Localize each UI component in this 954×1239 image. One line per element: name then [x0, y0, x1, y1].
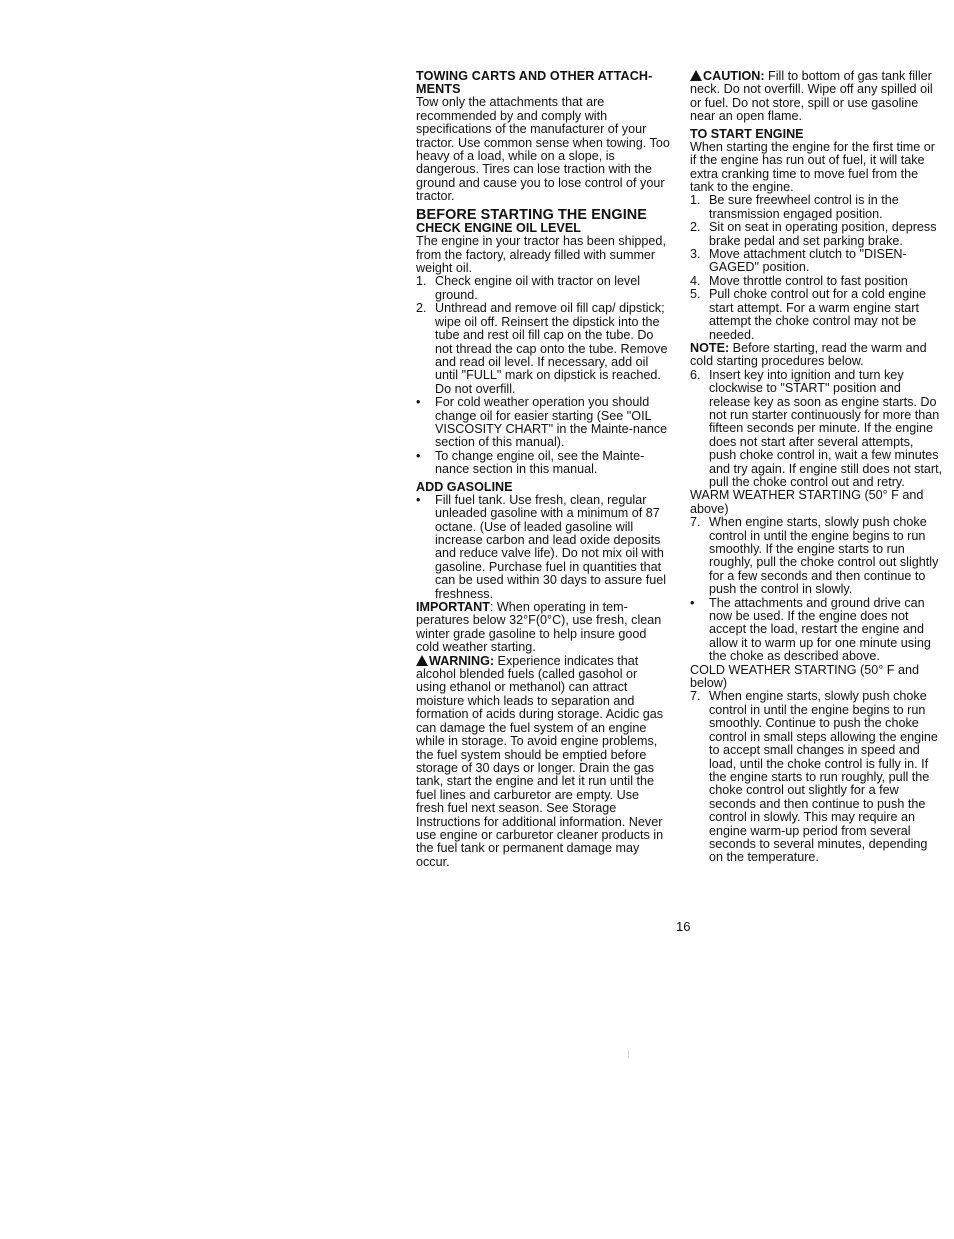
oil-bullet-cold	[416, 396, 670, 450]
start-step-5	[690, 288, 944, 342]
important-paragraph	[416, 601, 670, 655]
list-marker: 4.	[690, 273, 701, 288]
list-marker: 7.	[690, 515, 701, 530]
start-intro: When starting the engine for the first time or if the engine has run out of fuel, it will take extra cranking time to move fuel from the tank to the engine.	[690, 139, 935, 195]
start-engine-heading: TO START ENGINE	[690, 126, 804, 141]
check-oil-heading: CHECK ENGINE OIL LEVEL	[416, 221, 581, 236]
oil-intro: The engine in your tractor has been shipped, from the factory, already filled with summer weight oil.	[416, 234, 666, 276]
start-step-text: Sit on seat in operating position, depress brake pedal and set parking brake.	[709, 220, 937, 248]
scan-mark	[628, 1050, 629, 1058]
gas-bullet	[416, 494, 670, 601]
cold-step-text: When engine starts, slowly push choke control in until the engine begins to run smoothly. Continue to push the choke control in small steps allowing the engine to accept small changes in speed and load, until the choke control is fully in. If the engine starts to run roughly, pull the choke control out slightly for a few seconds and then continue to push the control in slowly. This may require an engine warm-up period from several seconds to several minutes, depending on the temperature.	[709, 689, 938, 865]
list-marker: 6.	[690, 367, 701, 382]
warm-step-7	[690, 516, 944, 596]
before-starting-heading: BEFORE STARTING THE ENGINE	[416, 206, 647, 223]
warm-bullet	[690, 597, 944, 664]
add-gasoline-heading: ADD GASOLINE	[416, 479, 513, 494]
note-text: Before starting, read the warm and cold starting procedures below.	[690, 340, 927, 369]
start-step-3	[690, 248, 944, 275]
list-marker: 7.	[690, 689, 701, 704]
warm-step-text: When engine starts, slowly push choke control in until the engine begins to run smoothly. If the engine starts to run roughly, pull the choke control out slightly for a few seconds and then continue to push the control in slowly.	[709, 515, 939, 597]
oil-step-text: Check engine oil with tractor on level ground.	[435, 274, 641, 302]
start-step-text: Be sure freewheel control is in the transmission engaged position.	[709, 193, 899, 221]
start-step-6	[690, 369, 944, 490]
warm-step-text: The attachments and ground drive can now be used. If the engine does not accept the load, restart the engine and allow it to warm up for one minute using the choke as described above.	[709, 595, 931, 664]
note-paragraph	[690, 342, 944, 369]
start-step-4	[690, 275, 944, 288]
start-step-1	[690, 194, 944, 221]
list-marker: 1.	[690, 193, 701, 208]
important-text: : When operating in tem-peratures below 32°F(0°C), use fresh, clean winter grade gasoline to help insure good cold weather starting.	[416, 600, 662, 655]
start-step-text: Insert key into ignition and turn key clockwise to "START" position and release key as soon as engine starts. Do not run starter continuously for more than fifteen seconds per minute. If the engine does not start after several attempts, push choke control in, wait a few minutes and try again. If engine still does not start, pull the choke control out and retry.	[709, 367, 943, 489]
left-column	[416, 70, 670, 869]
oil-step-text: For cold weather operation you should change oil for easier starting (See "OIL VISCOSITY CHART" in the Mainte-nance section of this manual).	[435, 395, 668, 450]
oil-step-text: To change engine oil, see the Mainte-nance section in this manual.	[435, 448, 645, 477]
caution-label: CAUTION:	[703, 69, 765, 83]
warning-label: WARNING:	[429, 653, 495, 668]
important-label: IMPORTANT	[416, 600, 490, 615]
towing-heading: TOWING CARTS AND OTHER ATTACH-MENTS	[416, 69, 653, 97]
oil-step-text: Unthread and remove oil fill cap/ dipstick; wipe oil off. Reinsert the dipstick into the tube and rest oil fill cap on the tube. Do not thread the cap onto the tube. Remove and read oil level. If necessary, add oil until "FULL" mark on dipstick is reached. Do not overfill.	[435, 301, 668, 396]
oil-step-2	[416, 302, 670, 396]
note-label: NOTE:	[690, 340, 730, 355]
oil-bullet-change	[416, 450, 670, 477]
start-step-text: Move attachment clutch to "DISEN-GAGED" position.	[709, 247, 907, 275]
list-marker: 2.	[416, 301, 427, 316]
gas-bullet-text: Fill fuel tank. Use fresh, clean, regular unleaded gasoline with a minimum of 87 octane. (Use of leaded gasoline will increase carbon and lead oxide deposits and reduce valve life). Do not mix oil with gasoline. Purchase fuel in quantities that can be used within 30 days to assure fuel freshness.	[435, 492, 667, 601]
list-marker: 5.	[690, 287, 701, 302]
cold-weather-heading: COLD WEATHER STARTING (50° F and below)	[690, 662, 919, 691]
oil-step-1	[416, 275, 670, 302]
start-step-text: Pull choke control out for a cold engine start attempt. For a warm engine start attempt the choke control may not be needed.	[709, 287, 927, 342]
caution-text: Fill to bottom of gas tank filler neck. Do not overfill. Wipe off any spilled oil or fuel. Do not store, spill or use gasoline near an open flame.	[690, 69, 933, 124]
list-marker: •	[690, 595, 695, 610]
warning-text: Experience indicates that alcohol blended fuels (called gasohol or using ethanol or methanol) can attract moisture which leads to separation and formation of acids during storage. Acidic gas can damage the fuel system of an engine while in storage. To avoid engine problems, the fuel system should be emptied before storage of 30 days or longer. Drain the gas tank, start the engine and let it run until the fuel lines and carburetor are empty. Use fresh fuel next season. See Storage Instructions for additional information. Never use engine or carburetor cleaner products in the fuel tank or permanent damage may occur.	[416, 653, 664, 869]
warning-paragraph	[416, 655, 670, 870]
towing-text: Tow only the attachments that are recommended by and comply with specifications of the manufacturer of your tractor. Use common sense when towing. Too heavy of a load, while on a slope, is dangerous. Tires can lose traction with the ground and cause you to lose control of your tractor.	[416, 95, 670, 204]
cold-step-7	[690, 690, 944, 864]
right-column	[690, 70, 944, 865]
list-marker: •	[416, 448, 421, 463]
list-marker: 1.	[416, 274, 427, 289]
warning-triangle-icon	[416, 655, 428, 666]
page-number: 16	[676, 919, 691, 934]
caution-triangle-icon	[690, 70, 702, 81]
start-step-text: Move throttle control to fast position	[709, 273, 908, 288]
list-marker: •	[416, 492, 421, 507]
warm-weather-heading: WARM WEATHER STARTING (50° F and above)	[690, 488, 924, 516]
caution-paragraph	[690, 70, 944, 124]
list-marker: 2.	[690, 220, 701, 235]
list-marker: •	[416, 395, 421, 410]
list-marker: 3.	[690, 247, 701, 262]
start-step-2	[690, 221, 944, 248]
